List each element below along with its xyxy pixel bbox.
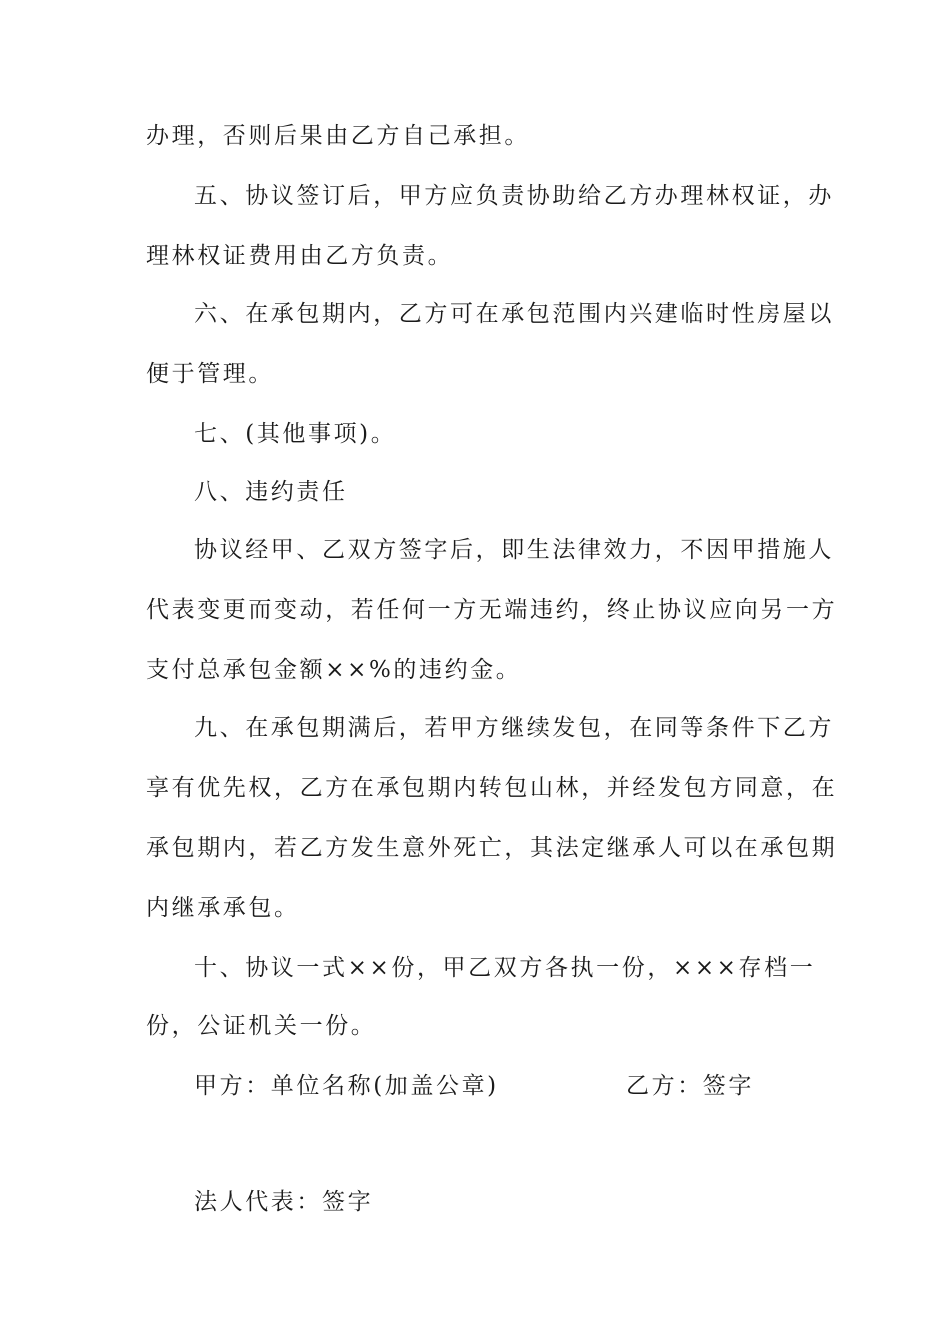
clause-8-heading: 八、违约责任 xyxy=(194,479,348,505)
text-line: 办理，否则后果由乙方自己承担。 xyxy=(146,123,530,149)
text-line: 享有优先权，乙方在承包期内转包山林，并经发包方同意，在 xyxy=(146,775,838,801)
text-line: 便于管理。 xyxy=(146,361,274,387)
clause-9-line: 九、在承包期满后，若甲方继续发包，在同等条件下乙方 xyxy=(194,715,834,741)
text-line: 承包期内，若乙方发生意外死亡，其法定继承人可以在承包期 xyxy=(146,835,838,861)
clause-5-line: 五、协议签订后，甲方应负责协助给乙方办理林权证，办 xyxy=(194,183,834,209)
text-line: 理林权证费用由乙方负责。 xyxy=(146,243,454,269)
party-a-signature: 甲方：单位名称(加盖公章) xyxy=(194,1073,499,1099)
text-line: 支付总承包金额××%的违约金。 xyxy=(146,657,522,683)
clause-10-line: 十、协议一式××份，甲乙双方各执一份，×××存档一 xyxy=(194,955,816,981)
text-line: 份，公证机关一份。 xyxy=(146,1013,377,1039)
clause-7-line: 七、(其他事项)。 xyxy=(194,421,397,447)
clause-8-line: 协议经甲、乙双方签字后，即生法律效力，不因甲措施人 xyxy=(194,537,834,563)
text-line: 内继承承包。 xyxy=(146,895,300,921)
clause-6-line: 六、在承包期内，乙方可在承包范围内兴建临时性房屋以 xyxy=(194,301,834,327)
party-b-signature: 乙方：签字 xyxy=(626,1073,754,1099)
text-line: 代表变更而变动，若任何一方无端违约，终止协议应向另一方 xyxy=(146,597,838,623)
legal-rep-signature: 法人代表：签字 xyxy=(194,1189,374,1215)
